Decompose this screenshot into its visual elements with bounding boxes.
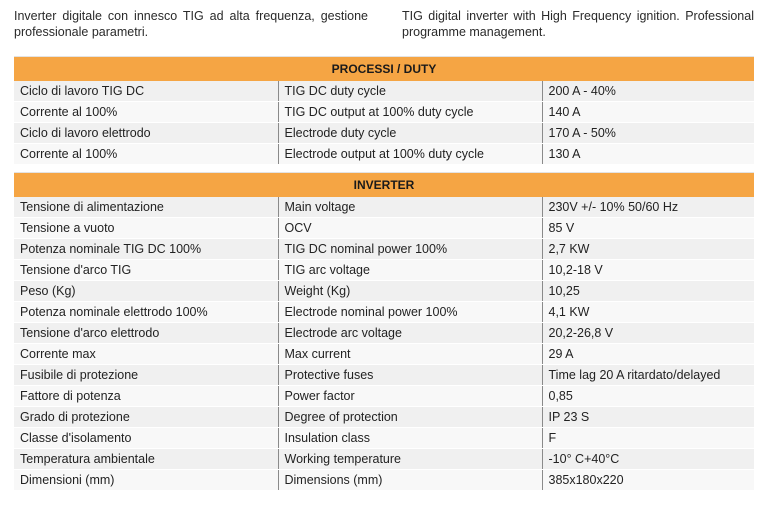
cell-value: F [542, 428, 754, 449]
cell-label-it: Tensione a vuoto [14, 218, 278, 239]
table-row [14, 260, 754, 281]
cell-label-en: TIG arc voltage [278, 260, 542, 281]
table-row [14, 281, 754, 302]
cell-label-en: TIG DC output at 100% duty cycle [278, 102, 542, 123]
cell-label-en: Insulation class [278, 428, 542, 449]
cell-value: 10,25 [542, 281, 754, 302]
table-row [14, 218, 754, 239]
table-row [14, 144, 754, 165]
cell-label-it: Tensione di alimentazione [14, 197, 278, 218]
cell-value: 10,2-18 V [542, 260, 754, 281]
cell-label-en: Power factor [278, 386, 542, 407]
table-row [14, 407, 754, 428]
cell-label-it: Fusibile di protezione [14, 365, 278, 386]
cell-label-it: Grado di protezione [14, 407, 278, 428]
cell-label-it: Corrente al 100% [14, 102, 278, 123]
table-row [14, 123, 754, 144]
cell-label-it: Corrente max [14, 344, 278, 365]
cell-label-it: Ciclo di lavoro elettrodo [14, 123, 278, 144]
cell-label-it: Tensione d'arco elettrodo [14, 323, 278, 344]
table-row [14, 323, 754, 344]
table-row [14, 386, 754, 407]
cell-value: 29 A [542, 344, 754, 365]
cell-label-en: Max current [278, 344, 542, 365]
table-row [14, 470, 754, 491]
cell-label-en: Electrode arc voltage [278, 323, 542, 344]
cell-label-en: Weight (Kg) [278, 281, 542, 302]
cell-label-en: Electrode duty cycle [278, 123, 542, 144]
table-row [14, 81, 754, 102]
cell-label-en: TIG DC duty cycle [278, 81, 542, 102]
cell-value: 2,7 KW [542, 239, 754, 260]
cell-value: Time lag 20 A ritardato/delayed [542, 365, 754, 386]
inverter-header: INVERTER [14, 173, 754, 198]
cell-label-it: Potenza nominale elettrodo 100% [14, 302, 278, 323]
cell-label-it: Temperatura ambientale [14, 449, 278, 470]
table-row [14, 365, 754, 386]
cell-label-en: Dimensions (mm) [278, 470, 542, 491]
cell-value: 85 V [542, 218, 754, 239]
cell-label-it: Fattore di potenza [14, 386, 278, 407]
table-row [14, 344, 754, 365]
intro-text [14, 8, 754, 44]
cell-value: 385x180x220 [542, 470, 754, 491]
cell-label-it: Peso (Kg) [14, 281, 278, 302]
cell-label-en: Degree of protection [278, 407, 542, 428]
cell-label-en: Main voltage [278, 197, 542, 218]
processi-duty-table [14, 56, 754, 165]
cell-label-it: Corrente al 100% [14, 144, 278, 165]
cell-value: 200 A - 40% [542, 81, 754, 102]
table-row [14, 428, 754, 449]
table-row [14, 302, 754, 323]
cell-value: 170 A - 50% [542, 123, 754, 144]
cell-label-en: Electrode output at 100% duty cycle [278, 144, 542, 165]
cell-value: IP 23 S [542, 407, 754, 428]
intro-english: TIG digital inverter with High Frequency ignition. Professional programme management. [402, 9, 754, 39]
cell-value: 4,1 KW [542, 302, 754, 323]
table-row [14, 197, 754, 218]
inverter-rows [14, 197, 754, 491]
cell-label-en: Working temperature [278, 449, 542, 470]
cell-value: 230V +/- 10% 50/60 Hz [542, 197, 754, 218]
intro-italian: Inverter digitale con innesco TIG ad alta frequenza, gestione professionale parametri. [14, 9, 368, 39]
cell-value: 20,2-26,8 V [542, 323, 754, 344]
cell-label-en: TIG DC nominal power 100% [278, 239, 542, 260]
table-row [14, 102, 754, 123]
cell-label-it: Dimensioni (mm) [14, 470, 278, 491]
cell-value: 0,85 [542, 386, 754, 407]
cell-value: -10° C+40°C [542, 449, 754, 470]
cell-value: 140 A [542, 102, 754, 123]
cell-label-en: Protective fuses [278, 365, 542, 386]
processi-duty-rows [14, 81, 754, 165]
cell-value: 130 A [542, 144, 754, 165]
cell-label-it: Classe d'isolamento [14, 428, 278, 449]
cell-label-it: Potenza nominale TIG DC 100% [14, 239, 278, 260]
table-row [14, 239, 754, 260]
processi-duty-header: PROCESSI / DUTY [14, 57, 754, 82]
inverter-table [14, 172, 754, 491]
cell-label-it: Tensione d'arco TIG [14, 260, 278, 281]
cell-label-it: Ciclo di lavoro TIG DC [14, 81, 278, 102]
cell-label-en: OCV [278, 218, 542, 239]
cell-label-en: Electrode nominal power 100% [278, 302, 542, 323]
table-row [14, 449, 754, 470]
